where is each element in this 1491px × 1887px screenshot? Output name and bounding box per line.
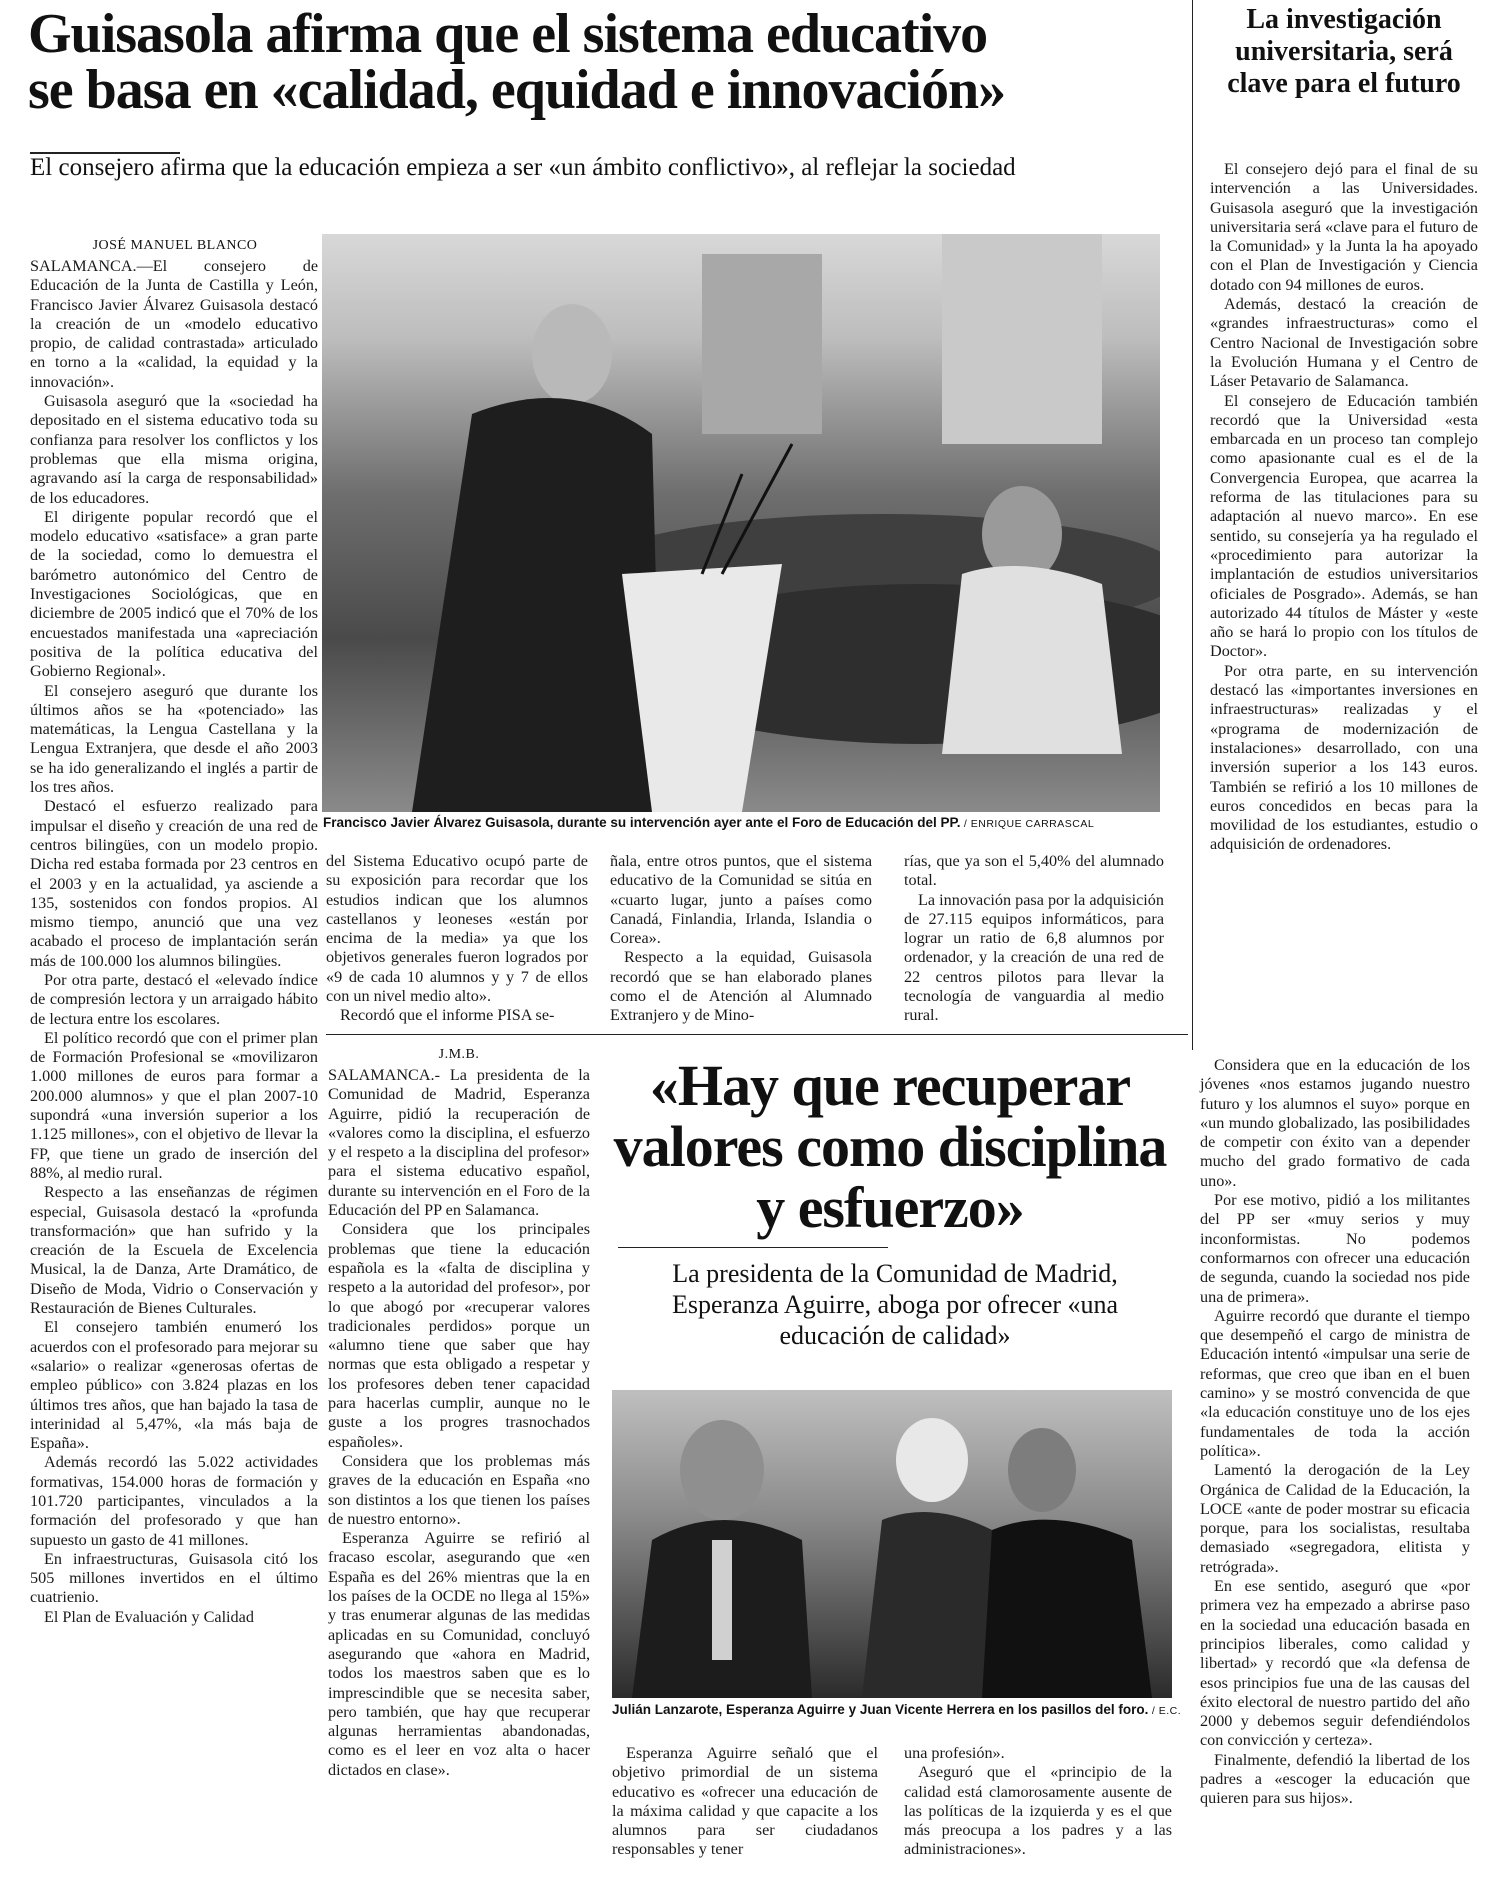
article2-column-1 bbox=[328, 1066, 590, 1780]
article1-paragraph: Respecto a las enseñanzas de régimen especial, Guisasola destacó la «profunda transformación» que han sufrido y la creación de la Escuela de Excelencia Musical, la de Danza, Arte Dramático, de Diseño de Moda, Vidrio o Conservación y Restauración de Bienes Culturales. bbox=[30, 1183, 318, 1318]
article1-paragraph: El Plan de Evaluación y Calidad bbox=[44, 1607, 254, 1626]
article1-paragraph: El consejero también enumeró los acuerdos con el profesorado para mejorar su «salario» o realizar «generosas ofertas de empleo público» con 3.824 plazas en los últimos tres años, que han bajado la tasa de interinidad al 5,47%, «la más baja de España». bbox=[30, 1318, 318, 1453]
article2-paragraph: Lamentó la derogación de la Ley Orgánica de Calidad de la Educación, la LOCE «ante de poder mostrar su eficacia porque, para los socialistas, resultaba demasiado «segregadora, elitista y retrógrada». bbox=[1200, 1461, 1470, 1576]
main-headline-line2: se basa en «calidad, equidad e innovación» bbox=[28, 59, 1006, 121]
article2-paragraph: Aguirre recordó que durante el tiempo que desempeñó el cargo de ministra de Educación intentó «impulsar una serie de reformas, que creo que iban en el buen camino» y se mostró convencida de que «la educación constituye uno de los ejes fundamentales de toda la acción política». bbox=[1200, 1306, 1470, 1460]
caption-text: Julián Lanzarote, Esperanza Aguirre y Juan Vicente Herrera en los pasillos del foro. bbox=[612, 1702, 1149, 1717]
article1-column-1 bbox=[30, 257, 318, 1627]
article1-paragraph: Además recordó las 5.022 actividades formativas, 154.000 horas de formación y 101.720 participantes, vinculados a la formación del profesorado y que han supuesto un gasto de 41 millones. bbox=[30, 1453, 318, 1549]
main-headline bbox=[28, 3, 1188, 121]
article1-paragraph: El consejero aseguró que durante los últimos años se ha «potenciado» las matemáticas, la Lengua Castellana y la Lengua Extranjera, que desde el año 2003 se ha ido generalizando el inglés a partir de los tres años. bbox=[30, 681, 318, 797]
article1-paragraph: Por otra parte, destacó el «elevado índice de compresión lectora y un arraigado hábito de lectura entre los escolares. bbox=[30, 970, 318, 1028]
article2-paragraph: una profesión». bbox=[904, 1744, 1005, 1762]
sidebar-divider bbox=[1192, 0, 1193, 1050]
article1-column-3 bbox=[610, 852, 872, 1026]
photo-credit: / ENRIQUE CARRASCAL bbox=[960, 818, 1095, 830]
article2-photo bbox=[612, 1390, 1172, 1698]
article1-byline: JOSÉ MANUEL BLANCO bbox=[92, 238, 258, 253]
article1-paragraph: Destacó el esfuerzo realizado para impulsar el diseño y creación de una red de centros bilingües, con un modelo propio. Dicha red estaba formada por 23 centros en el 2003 y en la actualidad, ya asciende a 135, sostenidos con fondos propios. Al mismo tiempo, anunció que una vez acabado el proceso de implantación serán más de 100.000 los alumnos bilingües. bbox=[30, 797, 318, 970]
article2-paragraph: Esperanza Aguirre señaló que el objetivo primordial de un sistema educativo es «ofrecer una educación de la máxima calidad y que capacite a los alumnos para ser ciudadanos responsables y tener bbox=[612, 1744, 878, 1859]
sidebar-paragraph: El consejero dejó para el final de su intervención a las Universidades. Guisasola aseguró que la investigación universitaria será «clave para el futuro de la Comunidad» y la Junta la ha apoyado con el Plan de Investigación y Ciencia dotado con 94 millones de euros. bbox=[1210, 160, 1478, 294]
article2-column-3 bbox=[904, 1744, 1172, 1860]
article2-column-4 bbox=[1200, 1056, 1470, 1809]
article1-photo bbox=[322, 234, 1160, 812]
article1-column-2 bbox=[326, 852, 588, 1026]
sidebar-paragraph: Por otra parte, en su intervención destacó las «importantes inversiones en infraestructuras» realizadas y el «programa de modernización de instalaciones» desarrollado, con una inversión superior a los 143 euros. También se refirió a los 10 millones de euros concedidos en becas para la movilidad de los estudiantes, estudio o adquisición de ordenadores. bbox=[1210, 661, 1478, 854]
article1-paragraph: SALAMANCA.—El consejero de Educación de la Junta de Castilla y León, Francisco Javier Álvarez Guisasola destacó la creación de un «modelo educativo propio, de calidad contrastada» articulado en torno a la «calidad, la equidad y la innovación». bbox=[30, 257, 318, 391]
article1-paragraph: ñala, entre otros puntos, que el sistema educativo de la Comunidad se sitúa en «cuarto lugar, junto a países como Canadá, Finlandia, Irlanda, Islandia o Corea». bbox=[610, 852, 872, 948]
sidebar-headline: La investigación universitaria, será clave para el futuro bbox=[1227, 4, 1461, 100]
article1-paragraph: La innovación pasa por la adquisición de 27.115 equipos informáticos, para lograr un ratio de 6,8 alumnos por ordenador, y la creación de una red de 22 centros pilotos para llevar la tecnología de vanguardia al medio rural. bbox=[904, 890, 1164, 1025]
sidebar-paragraph: El consejero de Educación también recordó que la Universidad «esta embarcada en un proceso tan complejo como apasionante cual es el de la Convergencia Europea, que acarrea la reforma de las titulaciones para su adaptación al nuevo marco». En ese sentido, su consejería ya ha regulado el «procedimiento para autorizar la implantación de estudios universitarios oficiales de Posgrado». Además, se han autorizado 44 títulos de Máster y «este año se hará lo propio con los títulos de Doctor». bbox=[1210, 391, 1478, 661]
article1-paragraph: del Sistema Educativo ocupó parte de su exposición para recordar que los estudios indican que los alumnos castellanos y leoneses «están por encima de la media» ya que los objetivos generales fueron logrados por «9 de cada 10 alumnos y y 7 de ellos con un nivel medio alto». bbox=[326, 852, 588, 1006]
article1-paragraph: rías, que ya son el 5,40% del alumnado total. bbox=[904, 852, 1164, 890]
article2-paragraph: Considera que en la educación de los jóvenes «nos estamos jugando nuestro futuro y los alumnos el suyo» porque en «un mundo globalizado, las posibilidades de competir con éxito van a depender mucho del grado formativo de cada uno». bbox=[1200, 1056, 1470, 1190]
article2-headline: «Hay que recuperar valores como disciplina y esfuerzo» bbox=[613, 1053, 1167, 1240]
article1-paragraph: El político recordó que con el primer plan de Formación Profesional se «movilizaron 1.000 millones de euros para formar a 200.000 alumnos» y que el plan 2007-10 supondrá «una inversión superior a los 1.125 millones», con el objetivo de llevar la FP, que tiene un grado de inserción del 88%, al medio rural. bbox=[30, 1028, 318, 1182]
article2-paragraph: Aseguró que el «principio de la calidad está clamorosamente ausente de las políticas de la izquierda y es el que más preocupa a los padres y a las administraciones». bbox=[904, 1763, 1172, 1859]
main-subheadline: El consejero afirma que la educación empieza a ser «un ámbito conflictivo», al reflejar la sociedad bbox=[30, 154, 1016, 181]
article2-paragraph: SALAMANCA.- La presidenta de la Comunidad de Madrid, Esperanza Aguirre, pidió la recuperación de «valores como la disciplina, el esfuerzo y el respeto a la disciplina del profesor» para el sistema educativo español, durante su intervención en el Foro de la Educación del PP en Salamanca. bbox=[328, 1066, 590, 1220]
article1-photo-caption bbox=[323, 815, 1094, 830]
article2-paragraph: Esperanza Aguirre se refirió al fracaso escolar, asegurando que «en España es del 26% mientras que la en los países de la OCDE no llega al 15%» y tras enumerar algunas de las medidas aplicadas en su Comunidad, concluyó asegurando que «ahora en Madrid, todos los maestros saben que es lo imprescindible que se necesita saber, pero también, que hay que recuperar algunas herramientas abandonadas, como es el leer en voz alta o hacer dictados en clase». bbox=[328, 1529, 590, 1779]
photo-credit: / E.C. bbox=[1148, 1705, 1182, 1717]
article-separator bbox=[326, 1034, 1188, 1035]
politicians-in-corridor-image bbox=[612, 1390, 1172, 1698]
article2-subheadline: La presidenta de la Comunidad de Madrid, Esperanza Aguirre, aboga por ofrecer «una educación de calidad» bbox=[671, 1259, 1119, 1351]
article2-byline: J.M.B. bbox=[438, 1047, 480, 1062]
article1-paragraph: Guisasola aseguró que la «sociedad ha depositado en el sistema educativo toda su confianza para resolver los conflictos y los problemas que ella misma origina, agravando así la carga de responsabilidad» de los educadores. bbox=[30, 392, 318, 507]
main-headline-line1: Guisasola afirma que el sistema educativo bbox=[28, 3, 988, 65]
article2-paragraph: Considera que los principales problemas que tiene la educación española es la «falta de disciplina y respeto a la autoridad del profesor», por lo que abogó por «recuperar valores tradicionales perdidos» porque un «alumno tiene que saber que hay normas que esta obligado a respetar y los profesores deben tener capacidad para hacerlas cumplir, aunque no le guste a los progres trasnochados españoles». bbox=[328, 1220, 590, 1451]
article2-subheadline-rule bbox=[618, 1247, 888, 1248]
article1-paragraph: En infraestructuras, Guisasola citó los 505 millones invertidos en el último cuatrienio. bbox=[30, 1549, 318, 1607]
article2-paragraph: Finalmente, defendió la libertad de los padres a «escoger la educación que quieren para sus hijos». bbox=[1200, 1750, 1470, 1808]
article2-paragraph: En ese sentido, aseguró que «por primera vez ha empezado a abrirse paso en la sociedad una educación basada en principios liberales, como calidad y libertad» y recordó que «la defensa de esos principios fue una de las causas del éxito electoral de nuestro partido del año 2000 y debemos seguir defendiéndolos con convicción y certeza». bbox=[1200, 1577, 1470, 1750]
sidebar-paragraph: Además, destacó la creación de «grandes infraestructuras» como el Centro Nacional de Investigación sobre la Evolución Humana y el Centro de Láser Petavario de Salamanca. bbox=[1210, 295, 1478, 391]
speaker-at-podium-image bbox=[322, 234, 1160, 812]
article2-paragraph: Por ese motivo, pidió a los militantes del PP ser «muy serios y muy inconformistas. No podemos conformarnos con ofrecer una educación de segunda, cuando la sociedad nos pide una de primera». bbox=[1200, 1191, 1470, 1306]
article1-column-4 bbox=[904, 852, 1164, 1026]
article1-paragraph: Respecto a la equidad, Guisasola recordó que se han elaborado planes como el de Atención al Alumnado Extranjero y de Mino- bbox=[610, 948, 872, 1025]
article2-column-2 bbox=[612, 1744, 878, 1860]
sidebar-body bbox=[1210, 160, 1478, 855]
article2-paragraph: Considera que los problemas más graves de la educación en España «no son distintos a los que tienen los países de nuestro entorno». bbox=[328, 1451, 590, 1528]
article1-paragraph: Recordó que el informe PISA se- bbox=[340, 1006, 555, 1025]
article1-paragraph: El dirigente popular recordó que el modelo educativo «satisface» a gran parte de la sociedad, como lo demuestra el barómetro autonómico del Centro de Investigaciones Sociológicas, que en diciembre de 2005 indicó que el 70% de los encuestados manifestada una «apreciación positiva de la política educativa del Gobierno Regional». bbox=[30, 507, 318, 681]
article2-photo-caption bbox=[612, 1702, 1181, 1717]
caption-text: Francisco Javier Álvarez Guisasola, durante su intervención ayer ante el Foro de Educación del PP. bbox=[323, 815, 961, 830]
